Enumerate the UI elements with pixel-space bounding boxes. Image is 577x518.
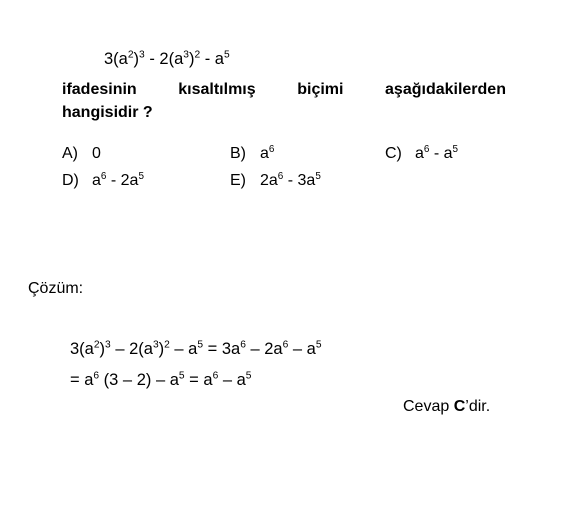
sol-part: – a [218,371,246,389]
sol-part: (3 – 2) – a [99,371,179,389]
sol-exponent: 5 [178,370,185,382]
answer-text [403,398,490,416]
question-word: biçimi [297,81,344,98]
solution-title: Çözüm: [28,280,84,297]
solution-line2 [70,371,251,390]
option-exponent: 5 [452,143,459,155]
option-value: 0 [92,145,101,162]
sol-exponent: 6 [93,370,100,382]
sol-part: – 2a [245,340,283,358]
expr-part: ) [188,50,195,68]
option-value: - 2a [106,172,139,189]
expr-exponent: 5 [223,49,230,61]
answer-suffix: ’dir. [465,398,491,415]
sol-exponent: 5 [315,339,322,351]
option-exponent: 5 [315,170,321,182]
sol-exponent: 6 [282,339,289,351]
option-value: a [415,145,424,162]
option-value: a [92,172,101,189]
option-letter: D) [62,172,79,189]
option-exponent: 6 [100,170,107,182]
sol-part: ) [99,340,106,358]
option-c [385,145,458,163]
option-letter: E) [230,172,246,189]
sol-part: – a [288,340,316,358]
sol-part: = 3a [203,340,241,358]
sol-exponent: 6 [240,339,246,351]
sol-part: = a [70,371,94,389]
sol-part: – 2(a [110,340,153,358]
sol-exponent: 5 [245,370,252,382]
option-letter: C) [385,145,402,162]
option-a [62,145,101,163]
question-word: kısaltılmış [178,81,256,98]
sol-part: 3(a [70,340,94,358]
option-e [230,172,321,190]
sol-exponent: 2 [164,339,170,351]
option-exponent: 6 [423,143,430,155]
option-value: a [260,145,269,162]
answer-prefix: Cevap [403,398,454,415]
expr-part: - a [200,50,224,68]
sol-part: – a [169,340,198,358]
question-text-line1 [62,81,506,99]
expr-exponent: 2 [194,49,201,61]
option-value: 2a [260,172,278,189]
option-letter: B) [230,145,246,162]
question-word: ifadesinin [62,81,137,98]
sol-exponent: 3 [105,339,111,351]
option-value: - a [429,145,453,162]
question-word: aşağıdakilerden [385,81,506,98]
sol-exponent: 6 [212,370,219,382]
option-b [230,145,274,163]
sol-exponent: 3 [152,339,159,351]
expr-exponent: 3 [183,49,189,61]
option-exponent: 6 [268,143,275,155]
expr-part: - 2(a [144,50,184,68]
option-letter: A) [62,145,78,162]
option-d [62,172,144,190]
sol-part: ) [158,340,165,358]
solution-line1 [70,340,322,359]
sol-exponent: 2 [93,339,100,351]
option-exponent: 5 [138,170,144,182]
question-text-line2: hangisidir ? [62,104,153,121]
answer-letter: C [453,398,466,415]
expr-part: ) [133,50,140,68]
question-expression [104,50,230,69]
expr-exponent: 2 [127,49,134,61]
expr-part: 3(a [104,50,128,68]
expr-exponent: 3 [139,49,145,61]
option-exponent: 6 [277,170,284,182]
option-value: - 3a [283,172,316,189]
sol-exponent: 5 [197,339,204,351]
sol-part: = a [184,371,213,389]
